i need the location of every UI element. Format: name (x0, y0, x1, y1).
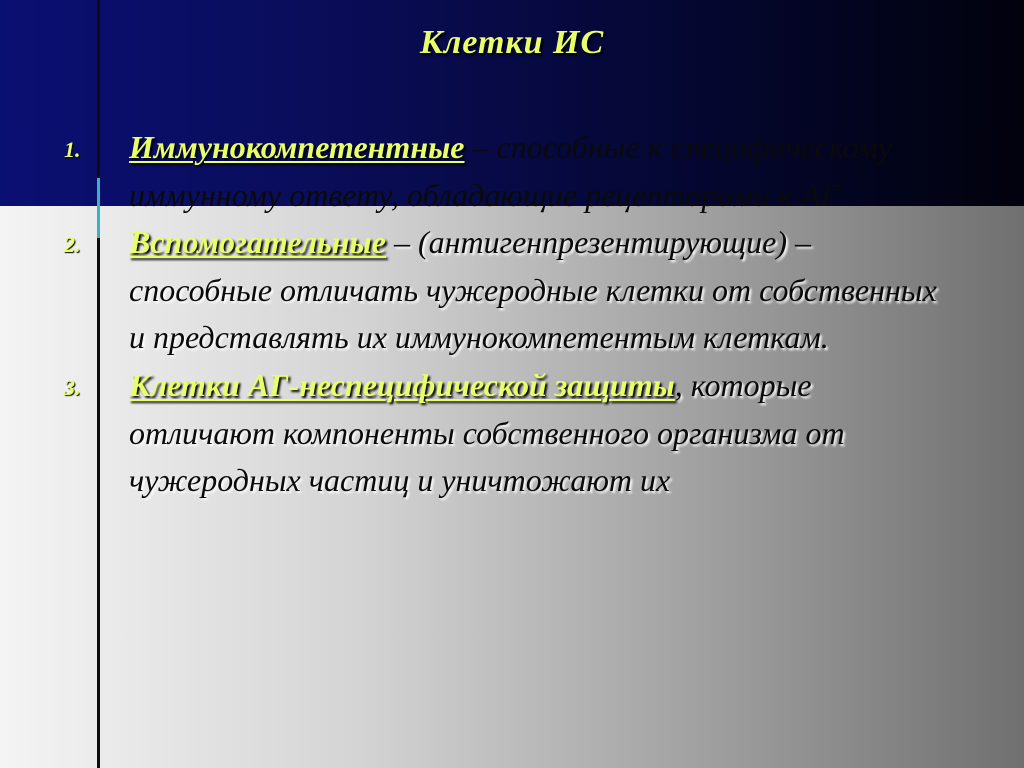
list-item-description: , которые отличают компоненты собственного организма от чужеродных частиц и уничтожают их (129, 366, 845, 499)
list-item-description: – (антигенпрезентирующие) – способные отличать чужеродные клетки от собственных и представлять их иммунокомпетентым клеткам. (129, 224, 937, 356)
list-item-immunocompetent (0, 124, 1024, 219)
list-item-term: Вспомогательные (129, 224, 386, 261)
list-item-term: Иммунокомпетентные (129, 129, 465, 165)
list-item-number: 1. (64, 137, 81, 162)
list-item-description: – способные к специфическому иммунному ответу, обладающие рецепторами к АГ (129, 129, 893, 213)
cell-types-list (0, 124, 1024, 505)
list-item-number: 3. (64, 374, 81, 400)
list-item-nonspecific-defense (0, 362, 1024, 505)
slide-title: Клетки ИС (419, 24, 605, 61)
list-item-term: Клетки АГ-неспецифической защиты (129, 366, 675, 403)
list-item-auxiliary (0, 219, 1024, 362)
list-item-number: 2. (64, 232, 81, 258)
